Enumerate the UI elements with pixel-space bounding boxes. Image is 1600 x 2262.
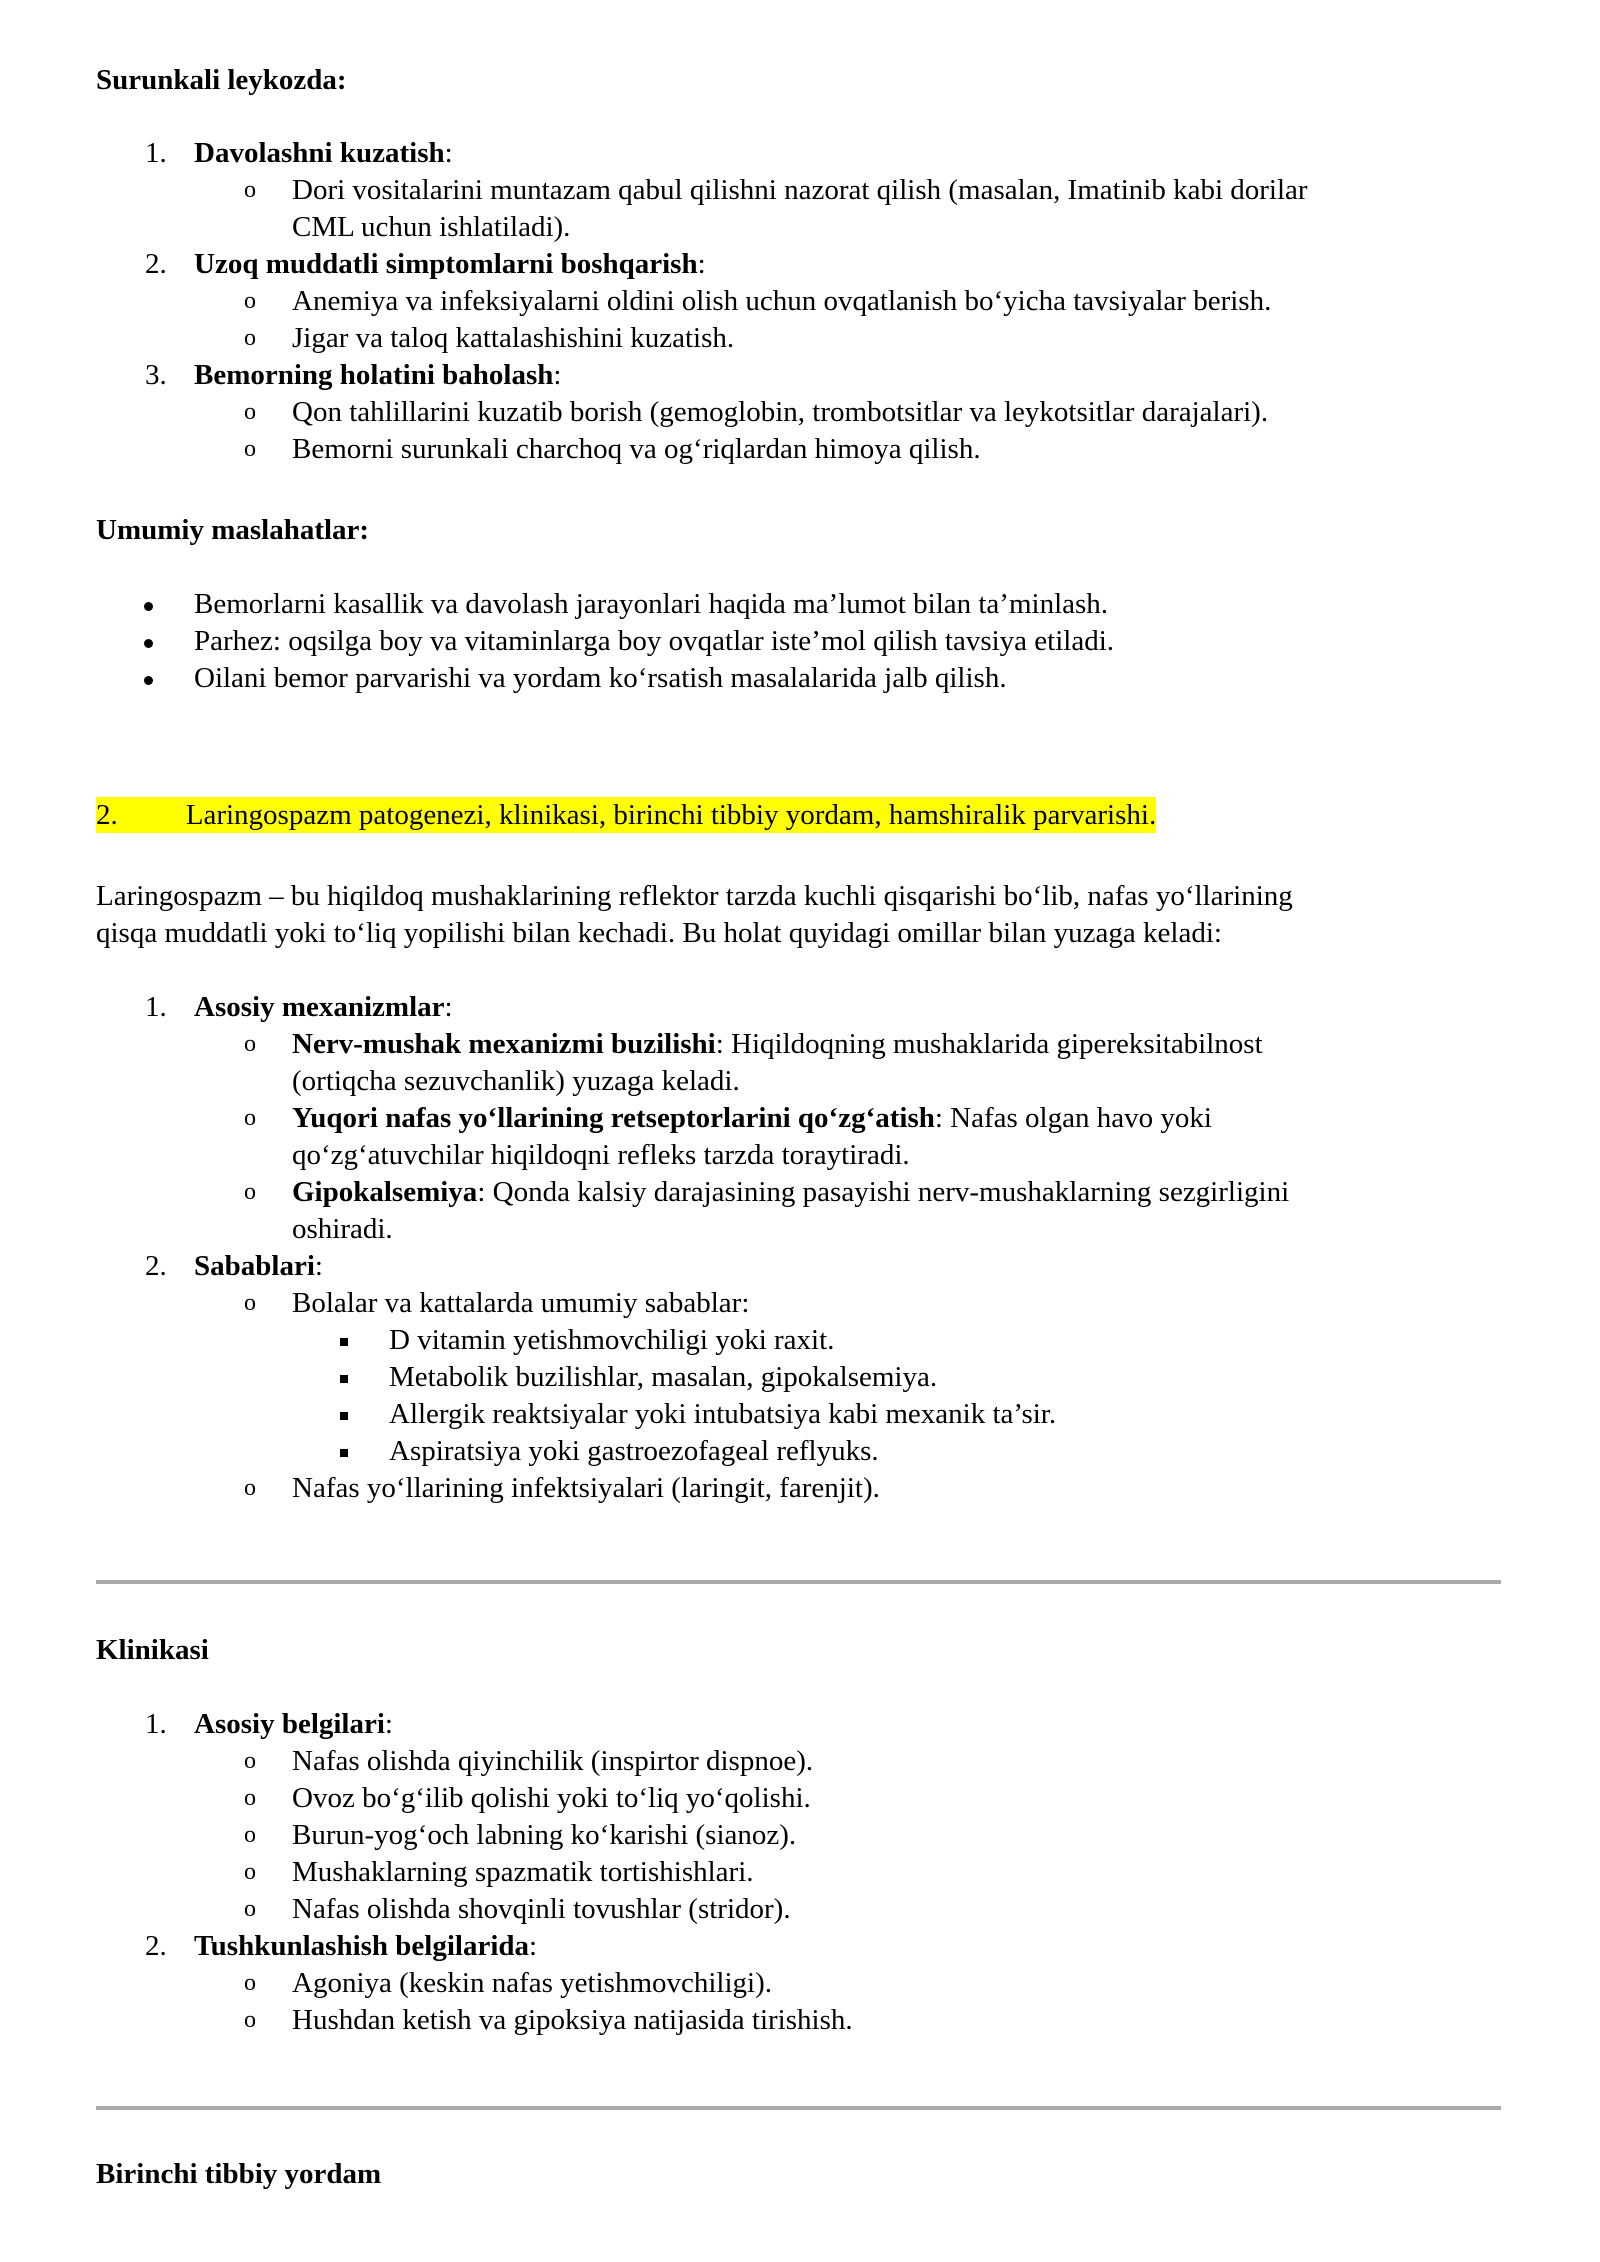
sub-item-continuation: (ortiqcha sezuvchanlik) yuzaga keladi. xyxy=(292,1065,740,1097)
circle-bullet: o xyxy=(244,1785,256,1811)
sub-item-text: Dori vositalarini muntazam qabul qilishni nazorat qilish (masalan, Imatinib kabi dorilar xyxy=(292,174,1308,206)
bullet-dot-icon xyxy=(144,639,153,648)
sub-item-text: Burun-yog‘och labning ko‘karishi (sianoz). xyxy=(292,1819,797,1851)
sub-item-text: : Hiqildoqning mushaklarida gipereksitabilnost xyxy=(715,1028,1263,1060)
square-bullet-icon xyxy=(340,1412,348,1420)
bullet-item: Parhez: oqsilga boy va vitaminlarga boy ovqatlar iste’mol qilish tavsiya etiladi. xyxy=(194,625,1115,657)
circle-bullet: o xyxy=(244,1031,256,1057)
sub-item-text: : Qonda kalsiy darajasining pasayishi nerv-mushaklarning sezgirligini xyxy=(477,1176,1290,1208)
item-lead: Tushkunlashish belgilarida xyxy=(194,1930,530,1962)
bullet-item: Oilani bemor parvarishi va yordam ko‘rsatish masalalarida jalb qilish. xyxy=(194,662,1007,694)
sub-item-text: Bemorni surunkali charchoq va og‘riqlardan himoya qilish. xyxy=(292,433,981,465)
section-heading: Birinchi tibbiy yordam xyxy=(96,2158,382,2190)
circle-bullet: o xyxy=(244,325,256,351)
square-bullet xyxy=(340,1433,348,1469)
sub-item xyxy=(292,2002,853,2038)
sub-item xyxy=(292,1026,1263,1062)
sub-item-text: Qon tahlillarini kuzatib borish (gemoglobin, trombotsitlar va leykotsitlar darajalari). xyxy=(292,396,1269,428)
sub-sub-item: D vitamin yetishmovchiligi yoki raxit. xyxy=(389,1324,835,1356)
sub-item xyxy=(292,172,1308,208)
list-number: 2. xyxy=(145,1250,167,1282)
circle-bullet: o xyxy=(244,1105,256,1131)
sub-item xyxy=(292,1891,791,1927)
sub-item xyxy=(292,1285,749,1321)
sub-item xyxy=(292,431,981,467)
bullet-dot-icon xyxy=(144,676,153,685)
sub-item-text: Nafas yo‘llarining infektsiyalari (laringit, farenjit). xyxy=(292,1472,880,1504)
list-number: 3. xyxy=(145,359,167,391)
item-text: : xyxy=(444,991,453,1023)
item-text: : xyxy=(384,1708,393,1740)
section-heading: Umumiy maslahatlar: xyxy=(96,514,370,546)
sub-sub-item: Metabolik buzilishlar, masalan, gipokalsemiya. xyxy=(389,1361,938,1393)
item-text: : xyxy=(529,1930,538,1962)
sub-sub-item: Allergik reaktsiyalar yoki intubatsiya kabi mexanik ta’sir. xyxy=(389,1398,1057,1430)
sub-item xyxy=(292,283,1271,319)
sub-item xyxy=(292,1743,813,1779)
square-bullet xyxy=(340,1359,348,1395)
circle-bullet: o xyxy=(244,1970,256,1996)
heading-text: Laringospazm patogenezi, klinikasi, birinchi tibbiy yordam, hamshiralik parvarishi. xyxy=(185,799,1157,831)
square-bullet xyxy=(340,1396,348,1432)
sub-item-text: Jigar va taloq kattalashishini kuzatish. xyxy=(292,322,735,354)
horizontal-rule xyxy=(96,1580,1501,1584)
sub-item-lead: Nerv-mushak mexanizmi buzilishi xyxy=(292,1028,716,1060)
paragraph-line: qisqa muddatli yoki to‘liq yopilishi bilan kechadi. Bu holat quyidagi omillar bilan yuzaga keladi: xyxy=(96,917,1222,949)
square-bullet-icon xyxy=(340,1449,348,1457)
heading-number: 2. xyxy=(96,799,118,831)
sub-item-text: Agoniya (keskin nafas yetishmovchiligi). xyxy=(292,1967,773,1999)
sub-item xyxy=(292,394,1268,430)
item-text: : xyxy=(314,1250,323,1282)
sub-item xyxy=(292,1100,1212,1136)
circle-bullet: o xyxy=(244,1475,256,1501)
item-lead: Bemorning holatini baholash xyxy=(194,359,554,391)
sub-item xyxy=(292,1817,796,1853)
numbered-item xyxy=(194,1706,393,1742)
list-number: 1. xyxy=(145,137,167,169)
sub-item-text: Nafas olishda qiyinchilik (inspirtor dispnoe). xyxy=(292,1745,814,1777)
sub-item-text: Hushdan ketish va gipoksiya natijasida tirishish. xyxy=(292,2004,853,2036)
square-bullet xyxy=(340,1322,348,1358)
circle-bullet: o xyxy=(244,177,256,203)
paragraph-line: Laringospazm – bu hiqildoq mushaklarining reflektor tarzda kuchli qisqarishi bo‘lib, nafas yo‘llarining xyxy=(96,880,1293,912)
sub-item xyxy=(292,1470,880,1506)
item-text: : xyxy=(697,248,706,280)
bullet-dot xyxy=(144,623,153,659)
sub-sub-item: Aspiratsiya yoki gastroezofageal reflyuks. xyxy=(389,1435,879,1467)
bullet-dot xyxy=(144,660,153,696)
sub-item xyxy=(292,1965,772,2001)
item-lead: Uzoq muddatli simptomlarni boshqarish xyxy=(194,248,698,280)
circle-bullet: o xyxy=(244,1896,256,1922)
circle-bullet: o xyxy=(244,436,256,462)
item-lead: Davolashni kuzatish xyxy=(194,137,445,169)
sub-item-text: Mushaklarning spazmatik tortishishlari. xyxy=(292,1856,754,1888)
bullet-dot xyxy=(144,586,153,622)
circle-bullet: o xyxy=(244,2007,256,2033)
numbered-item xyxy=(194,989,453,1025)
horizontal-rule xyxy=(96,2106,1501,2110)
circle-bullet: o xyxy=(244,1822,256,1848)
sub-item xyxy=(292,1174,1289,1210)
sub-item xyxy=(292,320,734,356)
numbered-item xyxy=(194,246,706,282)
numbered-item xyxy=(194,357,561,393)
sub-item xyxy=(292,1854,754,1890)
sub-item-text: Nafas olishda shovqinli tovushlar (stridor). xyxy=(292,1893,791,1925)
circle-bullet: o xyxy=(244,1748,256,1774)
sub-item xyxy=(292,1780,811,1816)
square-bullet-icon xyxy=(340,1338,348,1346)
section-heading: Klinikasi xyxy=(96,1634,209,1666)
bullet-item: Bemorlarni kasallik va davolash jarayonlari haqida ma’lumot bilan ta’minlash. xyxy=(194,588,1109,620)
numbered-item xyxy=(194,135,453,171)
section-heading: Surunkali leykozda: xyxy=(96,64,347,96)
highlighted-heading xyxy=(96,797,1156,833)
circle-bullet: o xyxy=(244,288,256,314)
item-text: : xyxy=(444,137,453,169)
item-lead: Asosiy belgilari xyxy=(194,1708,385,1740)
sub-item-text: Anemiya va infeksiyalarni oldini olish uchun ovqatlanish bo‘yicha tavsiyalar berish. xyxy=(292,285,1272,317)
list-number: 1. xyxy=(145,991,167,1023)
list-number: 2. xyxy=(145,248,167,280)
sub-item-continuation: qo‘zg‘atuvchilar hiqildoqni refleks tarzda toraytiradi. xyxy=(292,1139,910,1171)
sub-item-text: : Nafas olgan havo yoki xyxy=(934,1102,1212,1134)
bullet-dot-icon xyxy=(144,602,153,611)
item-lead: Asosiy mexanizmlar xyxy=(194,991,445,1023)
item-lead: Sabablari xyxy=(194,1250,315,1282)
list-number: 2. xyxy=(145,1930,167,1962)
item-text: : xyxy=(553,359,562,391)
numbered-item xyxy=(194,1928,537,1964)
sub-item-lead: Yuqori nafas yo‘llarining retseptorlarini qo‘zg‘atish xyxy=(292,1102,935,1134)
sub-item-text: Bolalar va kattalarda umumiy sabablar: xyxy=(292,1287,750,1319)
list-number: 1. xyxy=(145,1708,167,1740)
circle-bullet: o xyxy=(244,399,256,425)
square-bullet-icon xyxy=(340,1375,348,1383)
sub-item-continuation: CML uchun ishlatiladi). xyxy=(292,211,571,243)
circle-bullet: o xyxy=(244,1859,256,1885)
circle-bullet: o xyxy=(244,1179,256,1205)
circle-bullet: o xyxy=(244,1290,256,1316)
sub-item-text: Ovoz bo‘g‘ilib qolishi yoki to‘liq yo‘qolishi. xyxy=(292,1782,811,1814)
sub-item-continuation: oshiradi. xyxy=(292,1213,393,1245)
sub-item-lead: Gipokalsemiya xyxy=(292,1176,478,1208)
numbered-item xyxy=(194,1248,323,1284)
